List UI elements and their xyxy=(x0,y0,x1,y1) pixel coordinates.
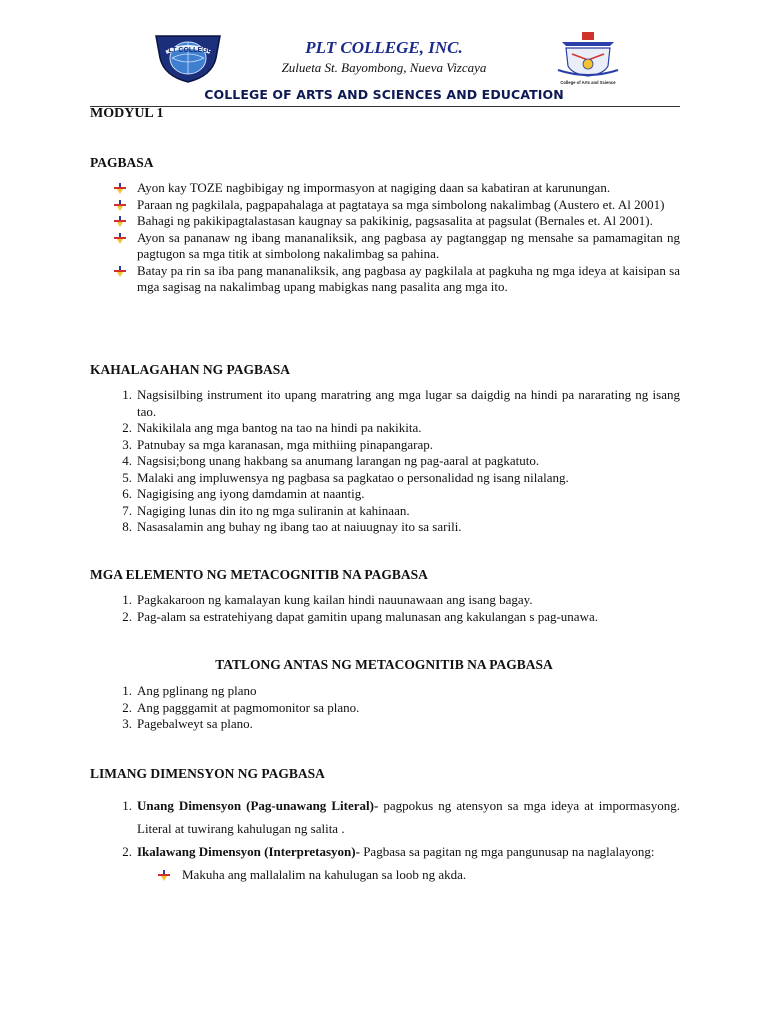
list-item xyxy=(90,840,680,863)
list-item xyxy=(90,794,680,840)
header-divider xyxy=(90,106,680,107)
item-number: 4. xyxy=(122,453,132,468)
list-item xyxy=(90,519,680,536)
dimensyon-list xyxy=(90,794,680,884)
elemento-item-1: Pagkakaroon ng kamalayan kung kailan hindi nauunawaan ang isang bagay. xyxy=(137,592,533,607)
item-number: 1. xyxy=(122,798,132,813)
kahalagahan-item-8: Nasasalamin ang buhay ng ibang tao at naiuugnay ito sa sarili. xyxy=(137,519,462,534)
list-item xyxy=(90,592,680,609)
list-item xyxy=(90,437,680,454)
list-item xyxy=(90,609,680,626)
pagbasa-item-2: Paraan ng pagkilala, pagpapahalaga at pagtataya sa mga simbolong nakalimbag (Austero et. Al 2001) xyxy=(137,196,665,212)
item-number: 1. xyxy=(122,683,132,698)
dimensyon-item-2-term: Ikalawang Dimensyon (Interpretasyon)- xyxy=(137,844,360,859)
right-logo-text: College of Arts and Science xyxy=(560,80,616,85)
item-number: 3. xyxy=(122,716,132,731)
elemento-item-2: Pag-alam sa estratehiyang dapat gamitin upang malunasan ang kakulangan s pag-unawa. xyxy=(137,608,598,624)
list-item xyxy=(90,486,680,503)
antas-item-2: Ang pagggamit at pagmomonitor sa plano. xyxy=(137,699,360,715)
dimensyon-item-2-text: Pagbasa sa pagitan ng mga pangunusap na naglalayong: xyxy=(359,844,655,859)
item-number: 2. xyxy=(122,844,132,859)
kahalagahan-list xyxy=(90,387,680,536)
antas-list xyxy=(90,683,680,733)
dimensyon-heading: LIMANG DIMENSYON NG PAGBASA xyxy=(90,766,325,781)
item-number: 7. xyxy=(122,502,132,518)
colored-arrow-bullet-icon xyxy=(114,233,126,244)
item-number: 6. xyxy=(122,486,132,501)
pagbasa-item-3: Bahagi ng pakikipagtalastasan kaugnay sa pakikinig, pagsasalita at pagsulat (Bernales et. Al 2001). xyxy=(137,213,653,228)
list-item xyxy=(90,867,680,884)
kahalagahan-item-6: Nagigising ang iyong damdamin at naantig. xyxy=(137,486,365,501)
elemento-list xyxy=(90,592,680,625)
college-name: PLT COLLEGE, INC. xyxy=(305,38,463,57)
item-number: 2. xyxy=(122,699,132,715)
item-number: 1. xyxy=(122,387,132,402)
item-number: 8. xyxy=(122,519,132,534)
item-number: 2. xyxy=(122,608,132,624)
list-item xyxy=(90,180,680,197)
antas-heading: TATLONG ANTAS NG METACOGNITIB NA PAGBASA xyxy=(215,657,553,672)
list-item xyxy=(90,453,680,470)
department-title: COLLEGE OF ARTS AND SCIENCES AND EDUCATION xyxy=(204,87,564,102)
kahalagahan-item-3: Patnubay sa mga karanasan, mga mithiing pinapangarap. xyxy=(137,436,434,452)
colored-arrow-bullet-icon xyxy=(158,870,170,881)
antas-item-3: Pagebalweyt sa plano. xyxy=(137,716,253,731)
list-item xyxy=(90,230,680,263)
dimensyon-item-1-term: Unang Dimensyon (Pag-unawang Literal)- xyxy=(137,798,379,813)
list-item xyxy=(90,387,680,420)
colored-arrow-bullet-icon xyxy=(114,216,126,227)
kahalagahan-item-4: Nagsisi;bong unang hakbang sa anumang larangan ng pag-aaral at pagkatuto. xyxy=(137,453,540,468)
kahalagahan-heading: KAHALAGAHAN NG PAGBASA xyxy=(90,362,291,377)
pagbasa-heading: PAGBASA xyxy=(90,155,154,170)
dimensyon-item-1-text: pagpokus ng atensyon sa mga ideya at impormasyong. Literal at tuwirang kahulugan ng salita . xyxy=(137,798,680,836)
kahalagahan-item-7: Nagiging lunas din ito ng mga suliranin at kahinaan. xyxy=(137,502,410,518)
list-item xyxy=(90,213,680,230)
list-item xyxy=(90,263,680,296)
kahalagahan-item-1: Nagsisilbing instrument ito upang maratring ang mga lugar sa daigdig na hindi pa nararating ng isang tao. xyxy=(137,387,680,419)
left-logo-text: PLT COLLEGE xyxy=(163,47,213,54)
colored-arrow-bullet-icon xyxy=(114,200,126,211)
pagbasa-item-1: Ayon kay TOZE nagbibigay ng impormasyon at nagiging daan sa kabatiran at karunungan. xyxy=(137,180,611,195)
module-label: MODYUL 1 xyxy=(90,106,164,121)
college-address: Zulueta St. Bayombong, Nueva Vizcaya xyxy=(281,60,487,75)
list-item xyxy=(90,420,680,437)
pagbasa-item-4: Ayon sa pananaw ng ibang mananaliksik, ang pagbasa ay pagtanggap ng mensahe sa pamamagitan ng pagtugon sa mga titik at simbolong nakalimbag sa pahina. xyxy=(137,229,680,261)
elemento-heading: MGA ELEMENTO NG METACOGNITIB NA PAGBASA xyxy=(90,567,428,582)
colored-arrow-bullet-icon xyxy=(114,183,126,194)
kahalagahan-item-2: Nakikilala ang mga bantog na tao na hindi pa nakikita. xyxy=(137,420,422,435)
list-item xyxy=(90,700,680,717)
dimensyon-sub-item-1: Makuha ang mallalalim na kahulugan sa loob ng akda. xyxy=(182,867,467,882)
item-number: 1. xyxy=(122,592,132,607)
antas-item-1: Ang pglinang ng plano xyxy=(137,683,257,698)
pagbasa-list xyxy=(90,180,680,296)
pagbasa-item-5: Batay pa rin sa iba pang mananaliksik, ang pagbasa ay pagkilala at pagkuha ng mga ideya at kaisipan sa mga sagisag na nakalimbag upang mabigkas nang pasalita ang mga ito. xyxy=(137,262,680,294)
list-item xyxy=(90,716,680,733)
colored-arrow-bullet-icon xyxy=(114,266,126,277)
kahalagahan-item-5: Malaki ang impluwensya ng pagbasa sa pagkatao o personalidad ng isang nilalang. xyxy=(137,469,569,485)
item-number: 5. xyxy=(122,469,132,485)
list-item xyxy=(90,683,680,700)
item-number: 3. xyxy=(122,436,132,452)
list-item xyxy=(90,470,680,487)
item-number: 2. xyxy=(122,420,132,435)
list-item xyxy=(90,197,680,214)
list-item xyxy=(90,503,680,520)
